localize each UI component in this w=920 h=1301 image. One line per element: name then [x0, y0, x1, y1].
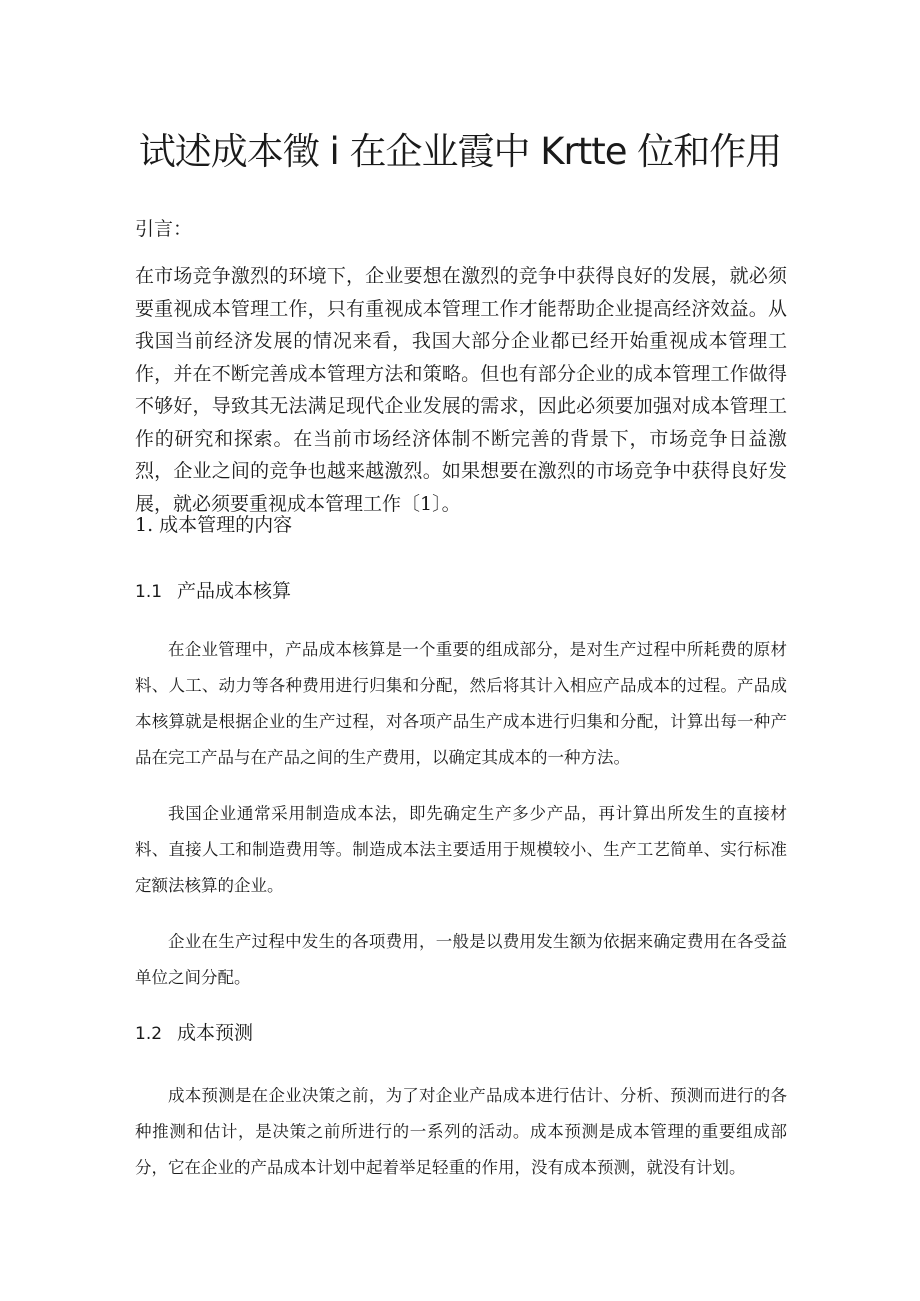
- section-1-1-number: 1.1: [135, 582, 163, 602]
- section-1-2-heading: [135, 1018, 253, 1049]
- intro-paragraph: 在市场竞争激烈的环境下，企业要想在激烈的竞争中获得良好的发展，就必须要重视成本管理工作，只有重视成本管理工作才能帮助企业提高经济效益。从我国当前经济发展的情况来看，我国大部分企业都已经开始重视成本管理工作，并在不断完善成本管理方法和策略。但也有部分企业的成本管理工作做得不够好，导致其无法满足现代企业发展的需求，因此必须要加强对成本管理工作的研究和探索。在当前市场经济体制不断完善的背景下，市场竞争日益激烈，企业之间的竞争也越来越激烈。如果想要在激烈的市场竞争中获得良好发展，就必须要重视成本管理工作〔1〕。: [135, 265, 787, 515]
- section-1-1-paragraph-1: 在企业管理中，产品成本核算是一个重要的组成部分，是对生产过程中所耗费的原材料、人工、动力等各种费用进行归集和分配，然后将其计入相应产品成本的过程。产品成本核算就是根据企业的生产过程，对各项产品生产成本进行归集和分配，计算出每一种产品在完工产品与在产品之间的生产费用，以确定其成本的一种方法。: [135, 640, 787, 767]
- section-1-2-title: 成本预测: [177, 1022, 254, 1044]
- section-1-1-paragraph-2: 我国企业通常采用制造成本法，即先确定生产多少产品，再计算出所发生的直接材料、直接人工和制造费用等。制造成本法主要适用于规模较小、生产工艺简单、实行标准定额法核算的企业。: [135, 804, 787, 895]
- section-1-1-title: 产品成本核算: [177, 580, 292, 602]
- section-1-1-heading: [135, 576, 291, 607]
- section-1-1-paragraph-3: 企业在生产过程中发生的各项费用，一般是以费用发生额为依据来确定费用在各受益单位之间分配。: [135, 932, 787, 987]
- section-1-2-number: 1.2: [135, 1024, 163, 1044]
- document-title: 试述成本徵 i 在企业霞中 Krtte 位和作用: [138, 130, 782, 173]
- intro-label: 引言：: [135, 218, 193, 240]
- section-1-2-paragraph-1: 成本预测是在企业决策之前，为了对企业产品成本进行估计、分析、预测而进行的各种推测和估计，是决策之前所进行的一系列的活动。成本预测是成本管理的重要组成部分，它在企业的产品成本计划中起着举足轻重的作用，没有成本预测，就没有计划。: [135, 1086, 787, 1177]
- section-1-heading: 1. 成本管理的内容: [135, 514, 293, 536]
